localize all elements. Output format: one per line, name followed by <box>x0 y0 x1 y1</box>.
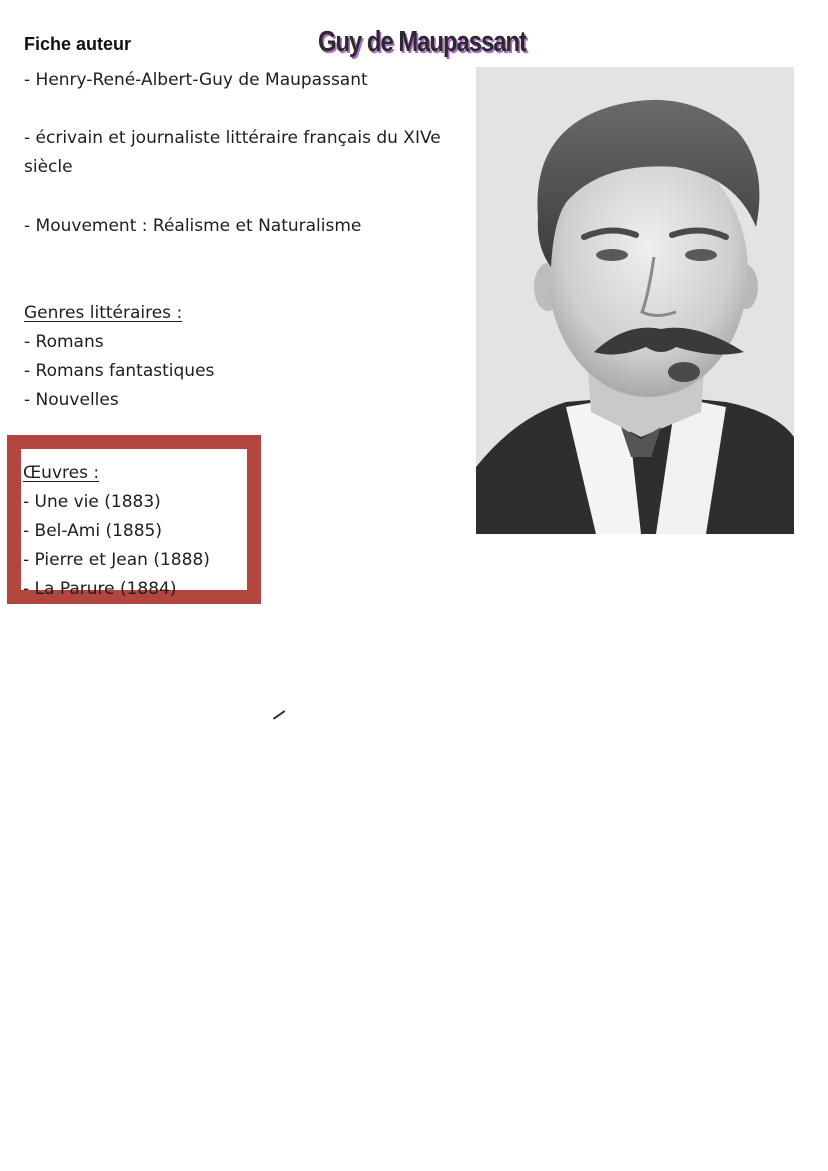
genre-item: - Romans fantastiques <box>24 361 215 381</box>
genre-item: - Nouvelles <box>24 390 119 410</box>
bio-full-name: - Henry-René-Albert-Guy de Maupassant <box>24 70 368 90</box>
stray-pen-mark <box>273 710 285 719</box>
work-item: - Bel-Ami (1885) <box>23 521 162 541</box>
works-frame <box>7 435 261 604</box>
work-item: - Pierre et Jean (1888) <box>23 550 210 570</box>
work-item: - Une vie (1883) <box>23 492 161 512</box>
portrait-illustration <box>476 67 794 534</box>
work-item: - La Parure (1884) <box>23 579 177 599</box>
document-label: Fiche auteur <box>24 34 132 54</box>
page-title: Guy de Maupassant <box>318 26 526 58</box>
bio-profession: - écrivain et journaliste littéraire français du XIVe siècle <box>24 128 441 177</box>
genres-heading: Genres littéraires : <box>24 303 183 323</box>
bio-movement: - Mouvement : Réalisme et Naturalisme <box>24 216 362 236</box>
genre-item: - Romans <box>24 332 104 352</box>
author-portrait <box>476 67 794 534</box>
works-heading: Œuvres : <box>23 463 100 483</box>
